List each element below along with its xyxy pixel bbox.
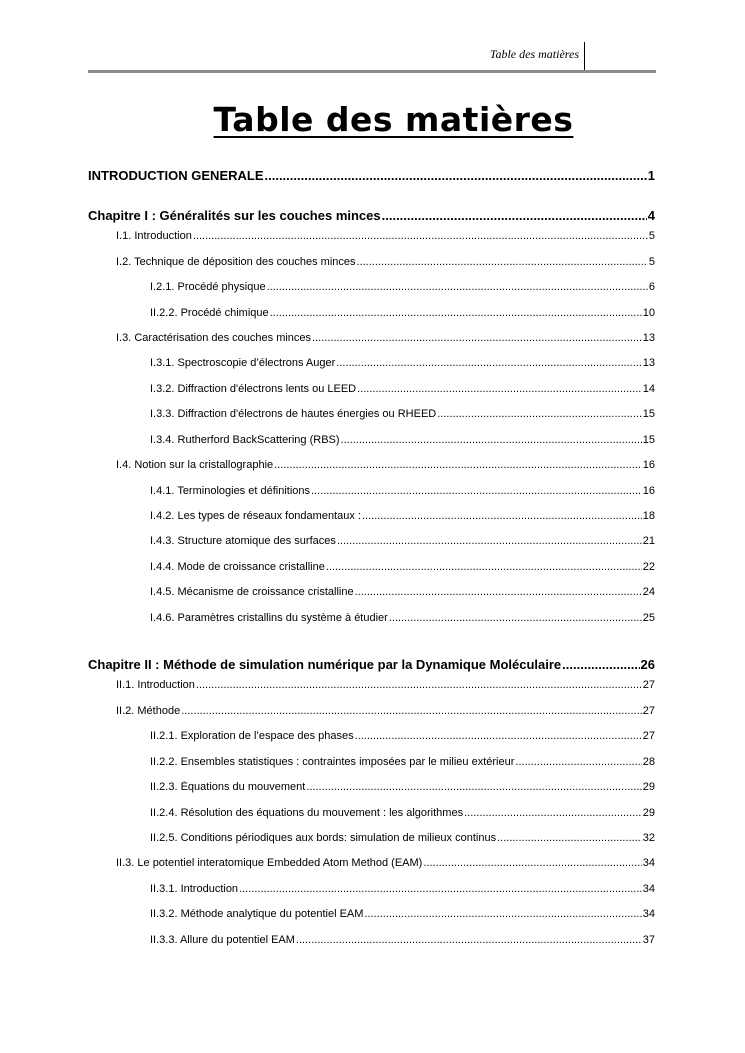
toc-leader-dots	[181, 705, 642, 717]
toc-entry[interactable]	[150, 586, 655, 598]
toc-leader-dots	[437, 408, 642, 420]
toc-entry[interactable]	[150, 730, 655, 742]
toc-leader-dots	[270, 307, 642, 319]
toc-entry-page: 16	[642, 485, 655, 497]
toc-entry[interactable]	[150, 781, 655, 793]
toc-entry-text: II.2. Méthode	[116, 705, 181, 717]
toc-entry-page: 6	[648, 281, 655, 293]
toc-entry-text: I.4.4. Mode de croissance cristalline	[150, 561, 325, 573]
toc-entry-page: 29	[642, 781, 655, 793]
toc-entry[interactable]	[88, 168, 655, 183]
running-header: Table des matières	[489, 47, 579, 61]
toc-entry-page: 32	[642, 832, 655, 844]
toc-entry[interactable]	[150, 612, 655, 624]
toc-leader-dots	[306, 781, 641, 793]
toc-entry[interactable]	[150, 307, 655, 319]
toc-entry-text: II.2.4. Résolution des équations du mouvement : les algorithmes	[150, 807, 464, 819]
toc-entry-text: I.4. Notion sur la cristallographie	[116, 459, 274, 471]
toc-entry-text: II.2.1. Exploration de l’espace des phases	[150, 730, 354, 742]
toc-entry-text: I.1. Introduction	[116, 230, 192, 242]
page-title	[0, 100, 745, 139]
toc-entry-text: I.4.2. Les types de réseaux fondamentaux :	[150, 510, 361, 522]
toc-entry-page: 29	[642, 807, 655, 819]
toc-leader-dots	[497, 832, 642, 844]
toc-entry[interactable]	[116, 230, 655, 242]
toc-entry-text: I.4.1. Terminologies et définitions	[150, 485, 310, 497]
toc-entry-text: I.2.1. Procédé physique	[150, 281, 266, 293]
toc-entry-text: II.2.3. Équations du mouvement	[150, 781, 306, 793]
toc-entry-page: 27	[642, 705, 655, 717]
toc-entry-page: 5	[648, 256, 655, 268]
toc-leader-dots	[337, 535, 642, 547]
toc-entry-page: 21	[642, 535, 655, 547]
toc-leader-dots	[312, 332, 642, 344]
toc-leader-dots	[265, 168, 647, 183]
toc-entry[interactable]	[116, 256, 655, 268]
toc-entry-page: 27	[642, 679, 655, 691]
toc-entry-page: 13	[642, 357, 655, 369]
toc-entry-text: INTRODUCTION GENERALE	[88, 168, 264, 183]
toc-entry[interactable]	[150, 535, 655, 547]
toc-leader-dots	[389, 612, 642, 624]
toc-leader-dots	[296, 934, 642, 946]
toc-entry-page: 5	[648, 230, 655, 242]
toc-leader-dots	[362, 510, 642, 522]
toc-entry[interactable]	[116, 459, 655, 471]
toc-entry-page: 4	[647, 208, 655, 223]
toc-entry-page: 27	[642, 730, 655, 742]
toc-entry[interactable]	[150, 832, 655, 844]
toc-entry[interactable]	[150, 281, 655, 293]
toc-entry-text: Chapitre II : Méthode de simulation numérique par la Dynamique Moléculaire	[88, 657, 562, 672]
toc-entry-text: I.2. Technique de déposition des couches minces	[116, 256, 356, 268]
toc-entry-text: II.1. Introduction	[116, 679, 195, 691]
toc-entry-text: Chapitre I : Généralités sur les couches minces	[88, 208, 381, 223]
toc-entry-page: 26	[640, 657, 655, 672]
toc-entry[interactable]	[150, 434, 655, 446]
toc-entry-page: 15	[642, 408, 655, 420]
toc-entry-text: II.3. Le potentiel interatomique Embedded Atom Method (EAM)	[116, 857, 423, 869]
toc-entry-page: 22	[642, 561, 655, 573]
toc-leader-dots	[193, 230, 648, 242]
toc-entry[interactable]	[150, 756, 655, 768]
toc-leader-dots	[311, 485, 642, 497]
toc-leader-dots	[326, 561, 642, 573]
toc-leader-dots	[364, 908, 641, 920]
toc-leader-dots	[423, 857, 641, 869]
toc-leader-dots	[274, 459, 642, 471]
toc-entry-text: II.3.3. Allure du potentiel EAM	[150, 934, 295, 946]
toc-entry[interactable]	[150, 883, 655, 895]
toc-leader-dots	[562, 657, 639, 672]
header-vertical-divider	[584, 42, 585, 72]
toc-entry-page: 13	[642, 332, 655, 344]
toc-leader-dots	[515, 756, 641, 768]
toc-entry-text: I.4.5. Mécanisme de croissance cristalline	[150, 586, 354, 598]
toc-entry-page: 10	[642, 307, 655, 319]
toc-entry-text: I.3.1. Spectroscopie d’électrons Auger	[150, 357, 336, 369]
toc-entry[interactable]	[150, 561, 655, 573]
toc-leader-dots	[267, 281, 648, 293]
toc-entry-page: 15	[642, 434, 655, 446]
toc-entry[interactable]	[116, 705, 655, 717]
toc-entry[interactable]	[88, 657, 655, 672]
toc-leader-dots	[341, 434, 642, 446]
toc-entry-text: I.4.6. Paramètres cristallins du système à étudier	[150, 612, 388, 624]
header-rule	[88, 70, 656, 73]
toc-leader-dots	[355, 586, 642, 598]
toc-leader-dots	[357, 383, 642, 395]
toc-entry-text: II.3.2. Méthode analytique du potentiel EAM	[150, 908, 364, 920]
toc-entry-page: 37	[642, 934, 655, 946]
toc-entry-page: 14	[642, 383, 655, 395]
toc-entry[interactable]	[150, 357, 655, 369]
toc-entry[interactable]	[150, 934, 655, 946]
toc-entry-page: 16	[642, 459, 655, 471]
toc-entry-text: II.2.2. Procédé chimique	[150, 307, 269, 319]
toc-entry-text: II.2.5. Conditions périodiques aux bords: simulation de milieux continus	[150, 832, 497, 844]
toc-entry-page: 25	[642, 612, 655, 624]
toc-entry[interactable]	[150, 383, 655, 395]
toc-leader-dots	[357, 256, 648, 268]
toc-entry-text: I.4.3. Structure atomique des surfaces	[150, 535, 336, 547]
toc-leader-dots	[239, 883, 642, 895]
toc-leader-dots	[336, 357, 641, 369]
toc-entry[interactable]	[116, 857, 655, 869]
toc-leader-dots	[196, 679, 642, 691]
toc-entry-text: II.2.2. Ensembles statistiques : contraintes imposées par le milieu extérieur	[150, 756, 515, 768]
toc-entry[interactable]	[150, 510, 655, 522]
toc-entry-page: 1	[647, 168, 655, 183]
toc-leader-dots	[382, 208, 647, 223]
toc-entry-text: II.3.1. Introduction	[150, 883, 239, 895]
page-title-text: Table des matières	[213, 100, 574, 139]
toc-entry-page: 34	[642, 883, 655, 895]
toc-entry[interactable]	[150, 408, 655, 420]
toc-entry[interactable]	[88, 208, 655, 223]
toc-entry[interactable]	[116, 679, 655, 691]
toc-leader-dots	[355, 730, 642, 742]
toc-entry-text: I.3. Caractérisation des couches minces	[116, 332, 312, 344]
toc-entry[interactable]	[116, 332, 655, 344]
toc-entry-text: I.3.3. Diffraction d'électrons de hautes énergies ou RHEED	[150, 408, 437, 420]
toc-entry[interactable]	[150, 485, 655, 497]
toc-entry-page: 28	[642, 756, 655, 768]
toc-entry[interactable]	[150, 908, 655, 920]
toc-entry[interactable]	[150, 807, 655, 819]
toc-leader-dots	[464, 807, 642, 819]
toc-entry-text: I.3.4. Rutherford BackScattering (RBS)	[150, 434, 340, 446]
toc-entry-text: I.3.2. Diffraction d'électrons lents ou LEED	[150, 383, 357, 395]
toc-entry-page: 18	[642, 510, 655, 522]
toc-entry-page: 24	[642, 586, 655, 598]
toc-entry-page: 34	[642, 908, 655, 920]
toc-entry-page: 34	[642, 857, 655, 869]
